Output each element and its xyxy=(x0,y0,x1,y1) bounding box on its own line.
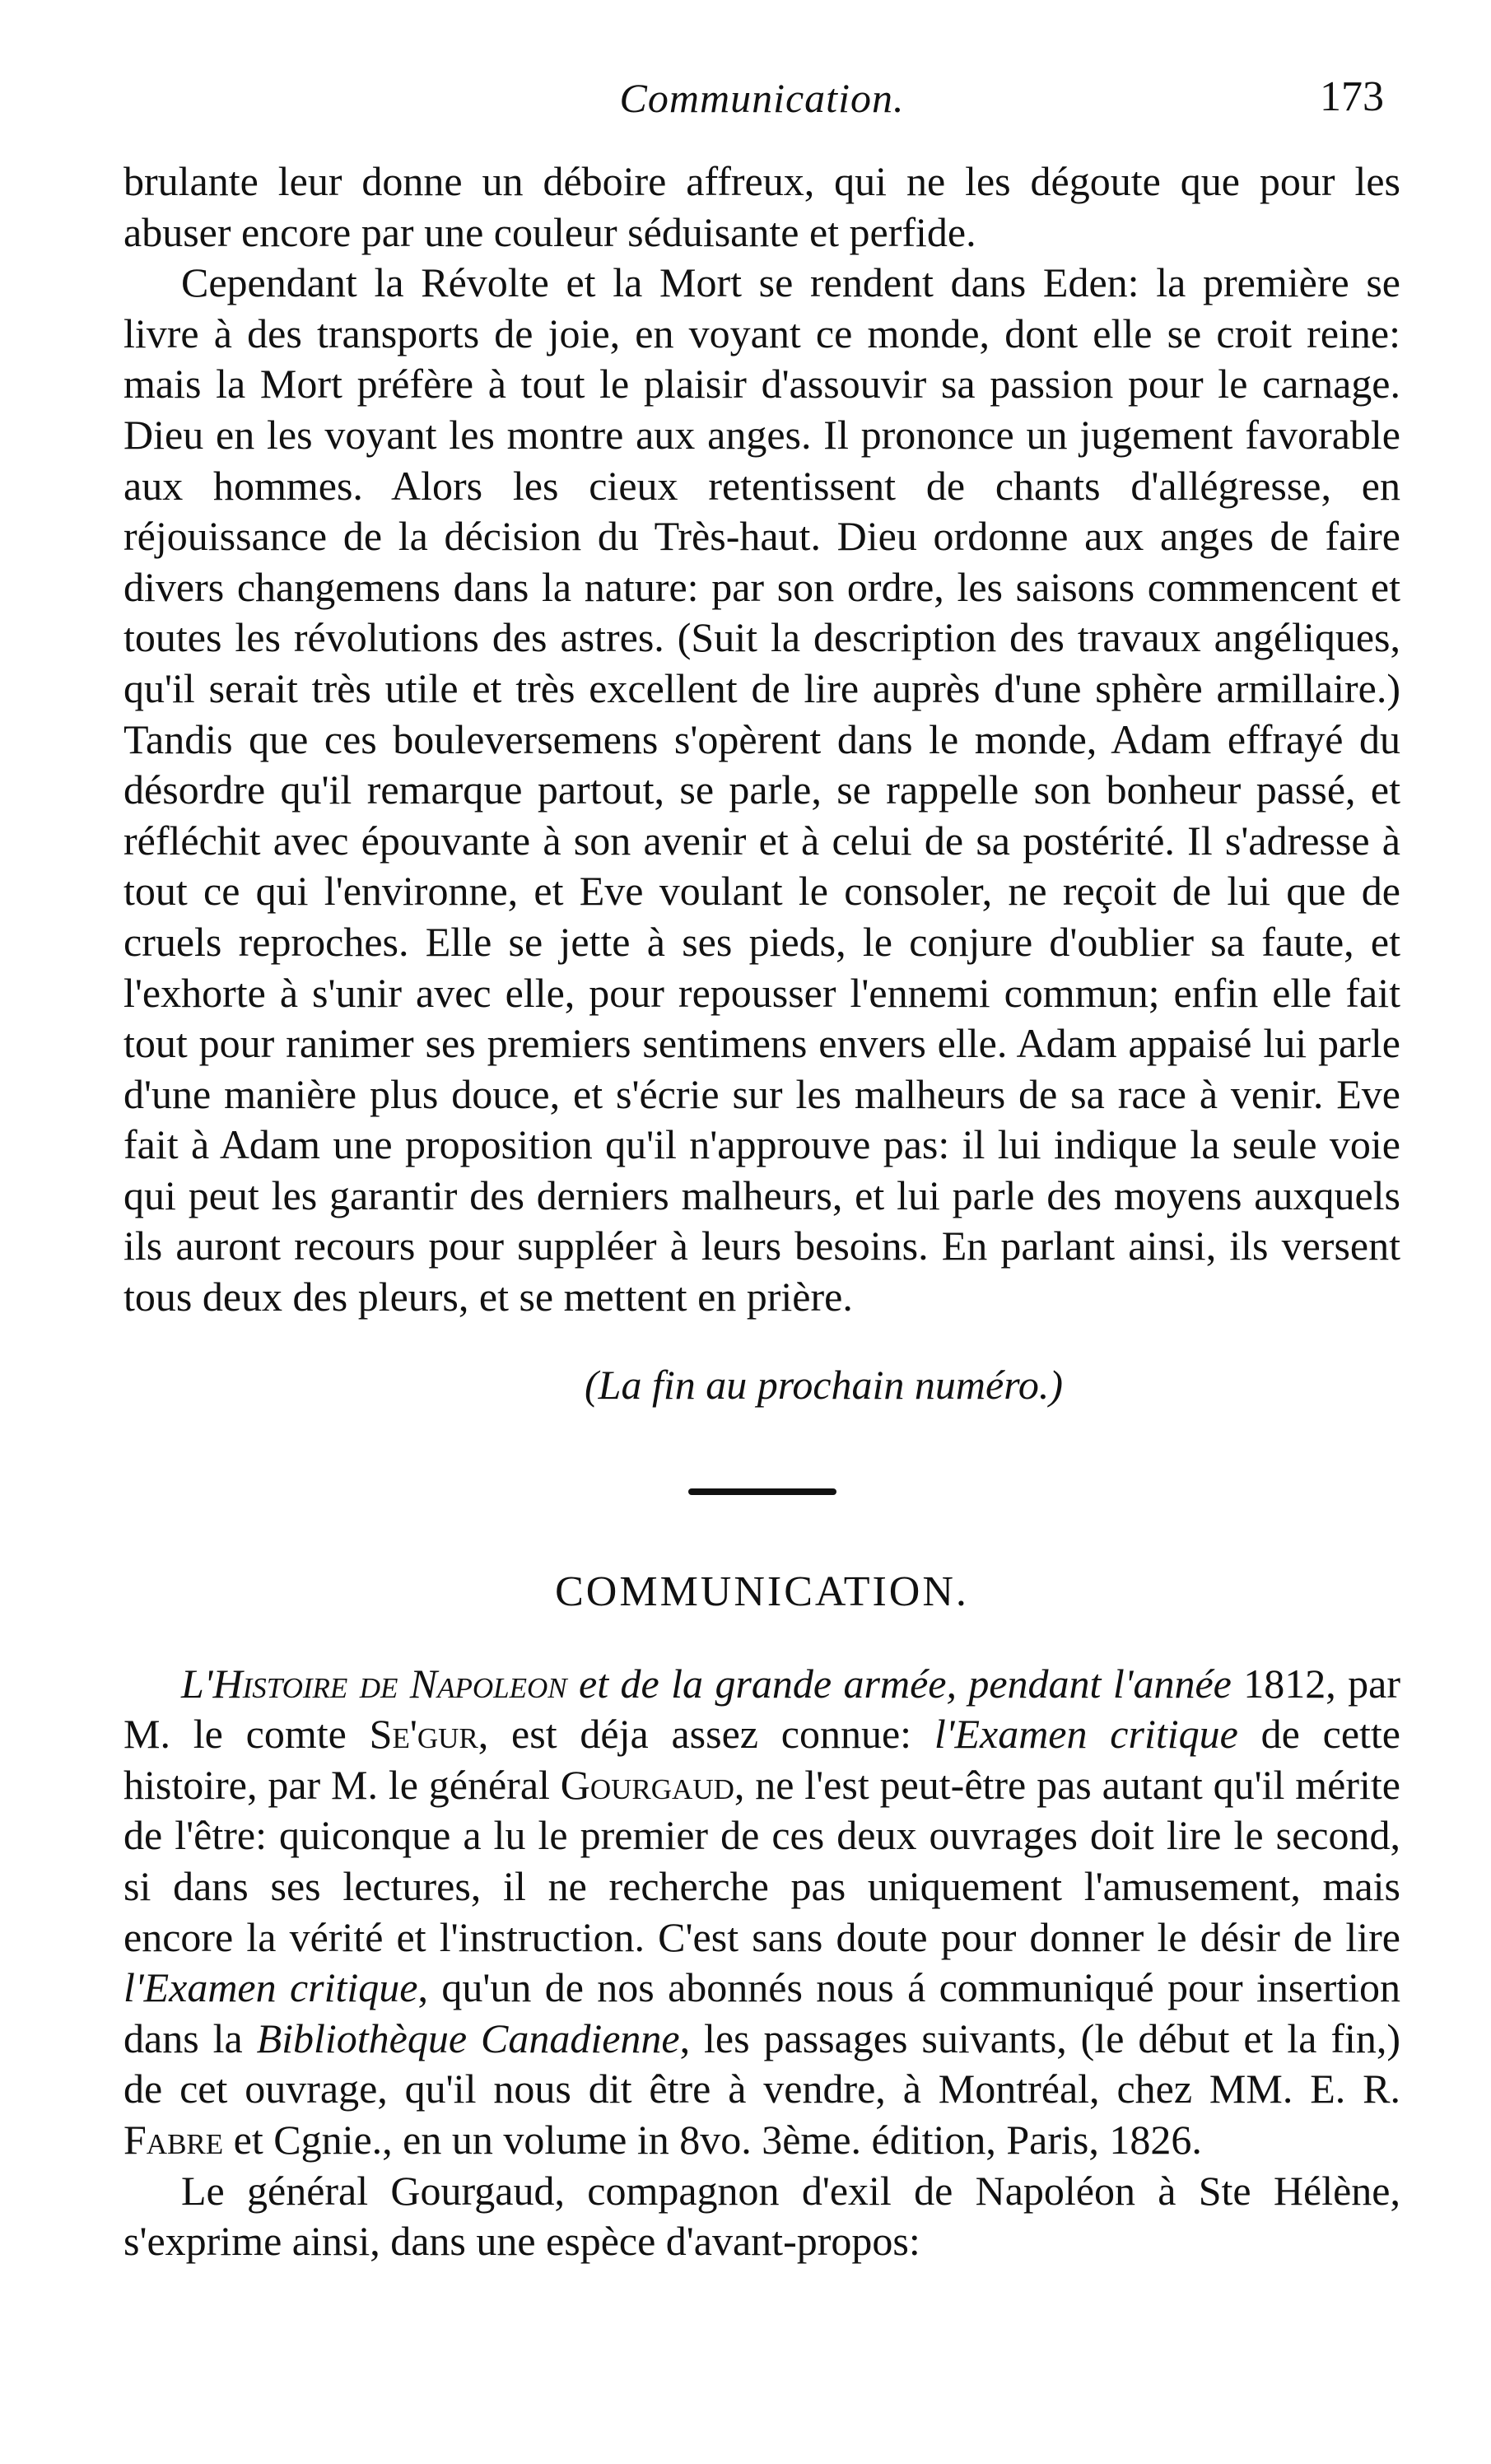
author-segur: Se'gur xyxy=(369,1711,478,1758)
paragraph-summary: Cependant la Révolte et la Mort se rendent dans Eden: la première se livre à des transports de joie, en voyant ce monde, dont elle se croit reine: mais la Mort préfère à tout le plaisir d'assouvir sa passion pour le carnage. Dieu en les voyant les montre aux anges. Il prononce un jugement favorable aux hommes. Alors les cieux retentissent de chants d'allégresse, en réjouissance de la décision du Très-haut. Dieu ordonne aux anges de faire divers changemens dans la nature: par son ordre, les saisons commencent et toutes les révolutions des astres. (Suit la description des travaux angéliques, qu'il serait très utile et très excellent de lire auprès d'une sphère armillaire.) Tandis que ces bouleversemens s'opèrent dans le monde, Adam effrayé du désordre qu'il remarque partout, se parle, se rappelle son bonheur passé, et réfléchit avec épouvante à son avenir et à celui de sa postérité. Il s'adresse à tout ce qui l'environne, et Eve voulant le consoler, ne reçoit de lui que de cruels reproches. Elle se jette à ses pieds, le conjure d'oublier sa faute, et l'exhorte à s'unir avec elle, pour repousser l'ennemi commun; enfin elle fait tout pour ranimer ses premiers sentimens envers elle. Adam appaisé lui parle d'une manière plus douce, et s'écrie sur les malheurs de sa race à venir. Eve fait à Adam une proposition qu'il n'approuve pas: il lui indique la seule voie qui peut les garantir des derniers malheurs, et lui parle des moyens auxquels ils auront recours pour suppléer à leurs besoins. En parlant ainsi, ils versent tous deux des pleurs, et se mettent en prière. xyxy=(123,259,1400,1320)
publisher-fabre: Fabre xyxy=(123,2117,224,2163)
title-bibliotheque-canadienne: Bibliothèque Canadienne xyxy=(256,2015,680,2061)
text-segment: de cette histoire, par M. le général xyxy=(123,1711,1400,1808)
text-segment: , les passages suivants, (le début et la fin,) de cet ouvrage, qu'il nous dit être à vendre, à Montréal, chez MM. E. R. xyxy=(123,2015,1401,2112)
paragraph-intro xyxy=(123,1659,1400,2166)
text-segment: et Cgnie., en un volume in 8vo. 3ème. édition, Paris, 1826. xyxy=(223,2117,1202,2163)
divider-rule xyxy=(688,1488,836,1495)
page-number: 173 xyxy=(1320,73,1384,120)
paragraph-continued: brulante leur donne un déboire affreux, qui ne les dégoute que pour les abuser encore par une couleur séduisante et perfide. xyxy=(123,158,1400,255)
article-communication xyxy=(123,1659,1400,2267)
continuation-note: (La fin au prochain numéro.) xyxy=(585,1361,1063,1408)
text-segment: , ne l'est peut-être pas autant qu'il mérite de l'être: quiconque a lu le premier de ces deux ouvrages doit lire le second, si dans ses lectures, il ne recherche pas uniquement l'amusement, mais encore la vérité et l'instruction. C'est sans doute pour donner le désir de lire xyxy=(123,1761,1400,1960)
running-head-title: Communication. xyxy=(619,75,905,121)
title-examen-critique: l'Examen critique xyxy=(123,1964,418,2011)
book-title-rest: et de la grande armée, pendant l'année xyxy=(566,1660,1232,1707)
section-heading: COMMUNICATION. xyxy=(555,1567,969,1615)
text-segment: , qu'un de nos abonnés nous á communiqué pour insertion dans la xyxy=(123,1964,1401,2061)
paragraph-gourgaud-quote-intro: Le général Gourgaud, compagnon d'exil de Napoléon à Ste Hélène, s'exprime ainsi, dans une espèce d'avant-propos: xyxy=(123,2167,1400,2265)
text-segment: 1812, par M. le comte xyxy=(123,1660,1401,1758)
book-title-smallcaps: L'Histoire de Napoleon xyxy=(181,1660,567,1707)
title-examen-critique: l'Examen critique xyxy=(934,1711,1238,1758)
article-paradise-lost-summary xyxy=(123,156,1400,1323)
author-gourgaud: Gourgaud xyxy=(560,1761,734,1808)
running-head xyxy=(123,66,1400,156)
text-segment: , est déja assez connue: xyxy=(478,1711,934,1758)
section-divider xyxy=(123,1484,1400,1517)
